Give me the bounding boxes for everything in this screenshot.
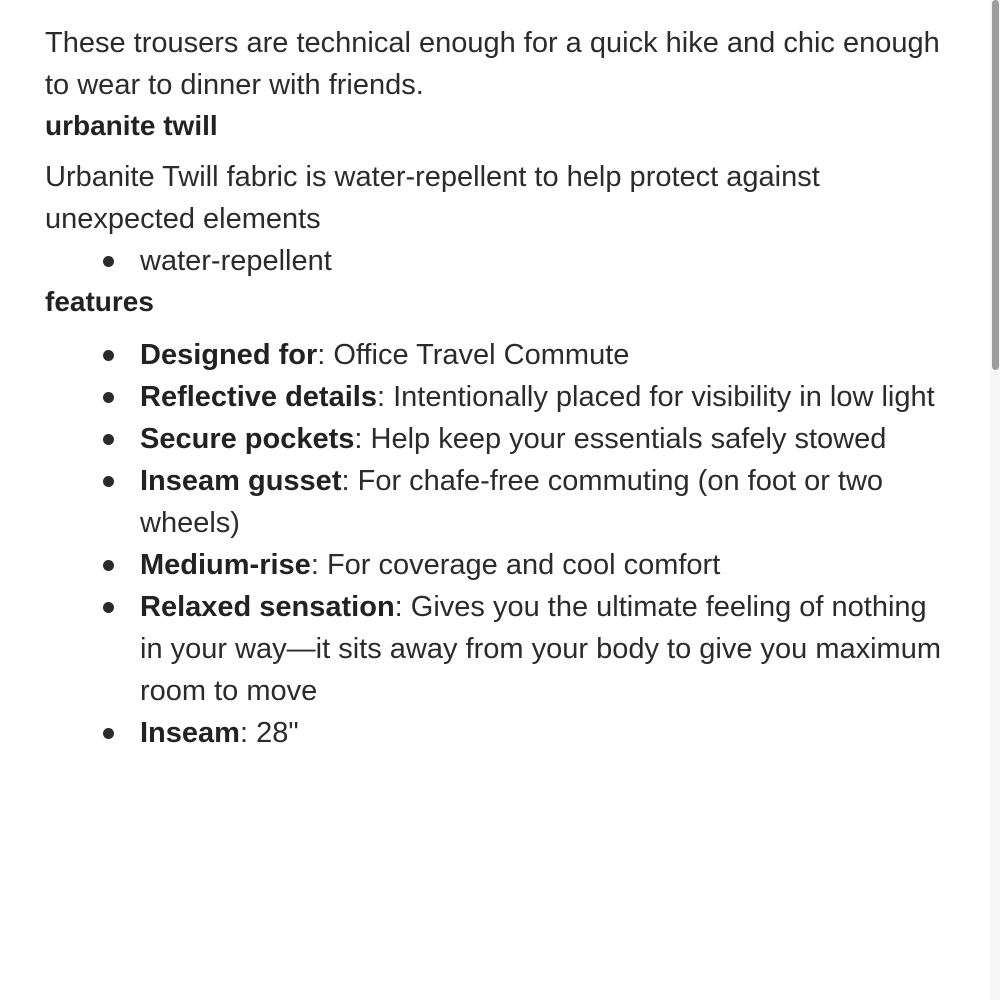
feature-name: Relaxed sensation <box>140 591 395 623</box>
feature-separator: : <box>354 423 371 455</box>
feature-item-relaxed-sensation <box>140 586 945 712</box>
feature-item-designed-for <box>140 334 945 376</box>
feature-name: Medium-rise <box>140 549 311 581</box>
feature-name: Secure pockets <box>140 423 355 455</box>
feature-separator: : <box>317 339 334 371</box>
features-list <box>45 334 945 754</box>
feature-text: For chafe-free commuting (on foot or two wheels) <box>140 465 884 539</box>
bullet-icon <box>103 392 114 403</box>
fabric-bullet-list <box>45 240 945 282</box>
fabric-heading: urbanite twill <box>45 110 218 141</box>
bullet-icon <box>103 434 114 445</box>
bullet-icon <box>103 350 114 361</box>
bullet-icon <box>103 256 114 267</box>
bullet-icon <box>103 560 114 571</box>
feature-name: Reflective details <box>140 381 377 413</box>
vertical-scrollbar[interactable] <box>990 0 1000 1000</box>
list-item <box>140 240 945 282</box>
feature-name: Inseam <box>140 717 240 749</box>
bullet-icon <box>103 728 114 739</box>
feature-separator: : <box>239 717 257 749</box>
scrollbar-thumb[interactable] <box>992 0 999 370</box>
feature-item-inseam-gusset <box>140 460 945 544</box>
features-heading: features <box>45 286 154 317</box>
feature-item-medium-rise <box>140 544 945 586</box>
intro-text: These trousers are technical enough for a quick hike and chic enough to wear to dinner with friends. <box>45 27 940 101</box>
feature-separator: : <box>341 465 358 497</box>
feature-separator: : <box>310 549 327 581</box>
feature-separator: : <box>376 381 394 413</box>
fabric-description: Urbanite Twill fabric is water-repellent to help protect against unexpected elements <box>45 161 820 235</box>
feature-item-reflective-details <box>140 376 945 418</box>
feature-separator: : <box>394 591 411 623</box>
bullet-icon <box>103 476 114 487</box>
bullet-icon <box>103 602 114 613</box>
feature-text: Gives you the ultimate feeling of nothing in your way—it sits away from your body to give you maximum room to move <box>140 591 941 707</box>
feature-item-inseam <box>140 712 945 754</box>
feature-name: Designed for <box>140 339 318 371</box>
feature-text: 28" <box>256 717 299 749</box>
feature-text: For coverage and cool comfort <box>326 549 721 581</box>
feature-text: Office Travel Commute <box>333 339 630 371</box>
feature-name: Inseam gusset <box>140 465 342 497</box>
feature-text: Intentionally placed for visibility in low light <box>393 381 935 413</box>
feature-item-secure-pockets <box>140 418 945 460</box>
product-description <box>45 22 945 754</box>
fabric-bullet-text: water-repellent <box>140 245 332 277</box>
feature-text: Help keep your essentials safely stowed <box>370 423 887 455</box>
